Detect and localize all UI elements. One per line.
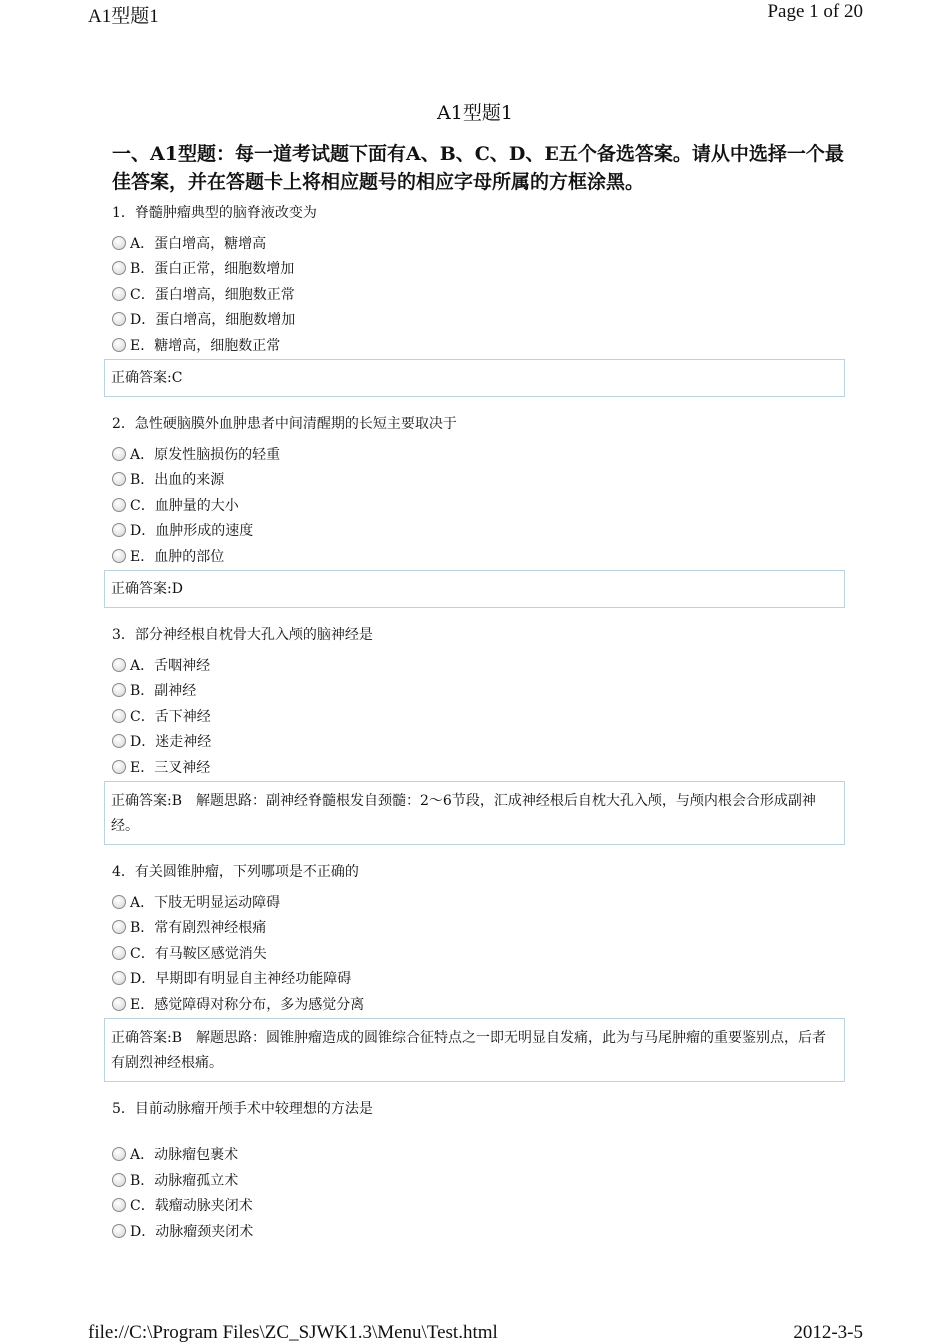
option-label: B．出血的来源 [130,472,225,488]
option-1b[interactable] [112,258,294,278]
radio-button[interactable] [112,658,126,672]
option-label: E．糖增高，细胞数正常 [130,338,281,354]
option-3d[interactable] [112,731,211,751]
option-label: C．载瘤动脉夹闭术 [130,1198,253,1214]
option-5c[interactable] [112,1195,253,1215]
option-label: D．蛋白增高，细胞数增加 [130,312,296,328]
answer-box-2: 正确答案:D [104,570,845,608]
instructions: 一、A1型题：每一道考试题下面有A、B、C、D、E五个备选答案。请从中选择一个最佳答案，并在答题卡上将相应题号的相应字母所属的方框涂黑。 [112,143,844,193]
option-2e[interactable] [112,546,224,566]
option-1d[interactable] [112,309,295,329]
option-label: D．早期即有明显自主神经功能障碍 [130,971,352,987]
question-5: 5．目前动脉瘤开颅手术中较理想的方法是 [112,1101,373,1117]
option-label: A．蛋白增高，糖增高 [130,236,267,252]
option-label: C．血肿量的大小 [130,498,239,514]
option-3c[interactable] [112,706,211,726]
option-label: B．动脉瘤孤立术 [130,1173,239,1189]
radio-button[interactable] [112,971,126,985]
radio-button[interactable] [112,261,126,275]
header-page-number: Page 1 of 20 [767,1,863,22]
option-5b[interactable] [112,1170,238,1190]
radio-button[interactable] [112,1198,126,1212]
radio-button[interactable] [112,498,126,512]
radio-button[interactable] [112,1224,126,1238]
option-5d[interactable] [112,1221,253,1241]
option-3e[interactable] [112,757,210,777]
option-2c[interactable] [112,495,239,515]
option-label: D．血肿形成的速度 [130,523,254,539]
option-2b[interactable] [112,469,224,489]
question-3: 3．部分神经根自枕骨大孔入颅的脑神经是 [112,627,373,643]
option-4d[interactable] [112,968,351,988]
radio-button[interactable] [112,683,126,697]
radio-button[interactable] [112,236,126,250]
radio-button[interactable] [112,523,126,537]
option-3b[interactable] [112,680,196,700]
option-label: A．原发性脑损伤的轻重 [130,447,281,463]
option-4b[interactable] [112,917,266,937]
option-label: B．蛋白正常，细胞数增加 [130,261,295,277]
option-1e[interactable] [112,335,280,355]
radio-button[interactable] [112,709,126,723]
radio-button[interactable] [112,447,126,461]
answer-box-1: 正确答案:C [104,359,845,397]
option-4c[interactable] [112,943,267,963]
header-left: A1型题1 [88,6,159,27]
radio-button[interactable] [112,734,126,748]
radio-button[interactable] [112,338,126,352]
option-label: A．舌咽神经 [130,658,211,674]
answer-box-4: 正确答案:B 解题思路：圆锥肿瘤造成的圆锥综合征特点之一即无明显自发痛，此为与马尾肿瘤的重要鉴别点，后者有剧烈神经根痛。 [104,1018,845,1082]
radio-button[interactable] [112,920,126,934]
radio-button[interactable] [112,760,126,774]
footer-url: file://C:\Program Files\ZC_SJWK1.3\Menu\Test.html [88,1322,498,1343]
option-label: D．动脉瘤颈夹闭术 [130,1224,254,1240]
radio-button[interactable] [112,1147,126,1161]
radio-button[interactable] [112,895,126,909]
option-4e[interactable] [112,994,364,1014]
option-label: E．三叉神经 [130,760,211,776]
option-1a[interactable] [112,233,266,253]
page-title: A1型题1 [437,102,513,124]
option-label: C．有马鞍区感觉消失 [130,946,267,962]
option-2d[interactable] [112,520,253,540]
option-2a[interactable] [112,444,280,464]
option-3a[interactable] [112,655,210,675]
option-label: B．副神经 [130,683,197,699]
question-4: 4．有关圆锥肿瘤，下列哪项是不正确的 [112,864,359,880]
footer-date: 2012-3-5 [793,1322,863,1343]
option-label: B．常有剧烈神经根痛 [130,920,267,936]
option-4a[interactable] [112,892,280,912]
option-label: E．感觉障碍对称分布，多为感觉分离 [130,997,365,1013]
radio-button[interactable] [112,472,126,486]
question-2: 2．急性硬脑膜外血肿患者中间清醒期的长短主要取决于 [112,416,457,432]
answer-box-3: 正确答案:B 解题思路：副神经脊髓根发自颈髓：2～6节段，汇成神经根后自枕大孔入颅，与颅内根会合形成副神经。 [104,781,845,845]
radio-button[interactable] [112,549,126,563]
radio-button[interactable] [112,997,126,1011]
radio-button[interactable] [112,287,126,301]
option-label: C．蛋白增高，细胞数正常 [130,287,295,303]
radio-button[interactable] [112,312,126,326]
option-label: C．舌下神经 [130,709,211,725]
question-1: 1．脊髓肿瘤典型的脑脊液改变为 [112,205,317,221]
radio-button[interactable] [112,1173,126,1187]
radio-button[interactable] [112,946,126,960]
option-label: A．动脉瘤包裹术 [130,1147,239,1163]
option-label: D．迷走神经 [130,734,212,750]
option-label: A．下肢无明显运动障碍 [130,895,281,911]
option-5a[interactable] [112,1144,238,1164]
option-label: E．血肿的部位 [130,549,225,565]
option-1c[interactable] [112,284,295,304]
